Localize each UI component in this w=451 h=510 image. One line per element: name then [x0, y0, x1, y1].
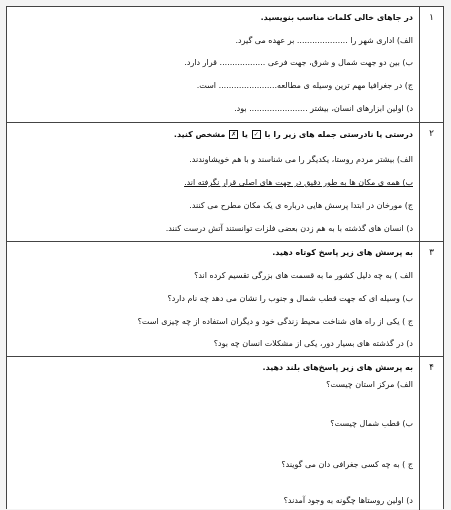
instruction-text: یا — [241, 130, 248, 139]
question-instruction: به پرسش های زیر پاسخ کوتاه دهید. — [272, 248, 413, 257]
question-item: ج) مورخان در ابتدا پرسش هایی درباره ی یک مکان مطرح می کنند. — [189, 201, 413, 210]
question-item: ب) بین دو جهت شمال و شرق، جهت فرعی .................. قرار دارد. — [184, 58, 413, 67]
question-instruction — [13, 129, 413, 141]
question-content — [13, 7, 413, 122]
checkbox-check-icon: ✓ — [253, 131, 259, 138]
question-number: ۱ — [419, 7, 443, 122]
instruction-text: مشخص کنید. — [173, 130, 226, 139]
question-item: ب) وسیله ای که جهت قطب شمال و جنوب را نشان می دهد چه نام دارد؟ — [167, 294, 413, 303]
question-item: ب) قطب شمال چیست؟ — [330, 419, 413, 428]
exam-sheet — [6, 6, 444, 509]
question-item: ب) همه ی مکان ها به طور دقیق در جهت های اصلی قرار نگرفته اند. — [184, 178, 413, 187]
question-item: الف ) به چه دلیل کشور ما به قسمت های بزرگی تقسیم کرده اند؟ — [194, 271, 413, 280]
question-item: ج ) به چه کسی جغرافی دان می گویند؟ — [281, 460, 413, 469]
question-item: الف) اداری شهر را .................... بر عهده می گیرد. — [235, 36, 413, 45]
question-item: ج) در جغرافیا مهم ترین وسیله ی مطالعه....................... است. — [196, 81, 413, 90]
instruction-text: درستی یا نادرستی جمله های زیر را با — [264, 130, 413, 139]
question-content — [13, 242, 413, 356]
question-item: د) انسان های گذشته با به هم زدن بعضی فلزات توانستند آتش درست کنند. — [165, 224, 413, 233]
question-item: الف) بیشتر مردم روستا، یکدیگر را می شناسند و با هم خویشاوندند. — [189, 155, 413, 164]
question-item: د) اولین روستاها چگونه به وجود آمدند؟ — [283, 496, 413, 505]
question-3 — [7, 242, 443, 357]
question-item: د) اولین ابزارهای انسان، بیشتر ....................... بود. — [234, 104, 413, 113]
question-instruction: در جاهای خالی کلمات مناسب بنویسید. — [260, 13, 413, 22]
question-item: د) در گذشته های بسیار دور، یکی از مشکلات انسان چه بود؟ — [213, 339, 413, 348]
question-item: ج ) یکی از راه های شناخت محیط زندگی خود و دیگران استفاده از چه چیزی است؟ — [137, 317, 413, 326]
question-1 — [7, 7, 443, 123]
question-content — [13, 357, 413, 510]
checkbox-cross-icon: ✗ — [231, 131, 237, 138]
question-content — [13, 123, 413, 241]
question-item: الف) مرکز استان چیست؟ — [326, 380, 413, 389]
question-4 — [7, 357, 443, 510]
question-number: ۴ — [419, 357, 443, 510]
question-number: ۲ — [419, 123, 443, 241]
question-2 — [7, 123, 443, 242]
question-number: ۳ — [419, 242, 443, 356]
question-instruction: به پرسش های زیر پاسخ‌های بلند دهید. — [262, 363, 413, 372]
